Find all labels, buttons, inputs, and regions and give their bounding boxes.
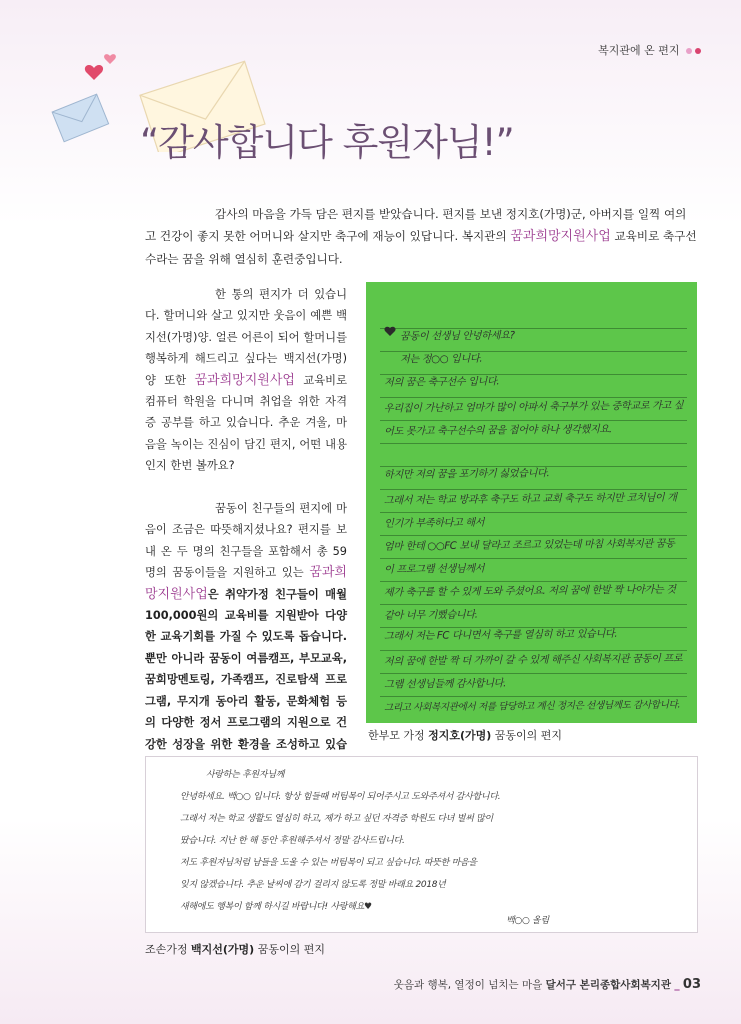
letter-caption: 조손가정 백지선(가명) 꿈동이의 편지	[145, 943, 325, 956]
letter-signature: 백○○ 올림	[506, 916, 549, 926]
letter-line: 그래서 저는 FC 다니면서 축구를 열심히 하고 있습니다.	[383, 628, 618, 643]
letter-line: 꿈동이 선생님 안녕하세요?	[399, 330, 515, 343]
letter-line: 그리고 사회복지관에서 저를 담당하고 계신 정지은 선생님께도 감사합니다.	[383, 699, 681, 714]
letter-line: 그래서 저는 학교 생활도 열심히 하고, 제가 하고 싶던 자격증 학원도 다녀 벌써 많이	[180, 814, 493, 824]
letter-line: 저는 정○○ 입니다.	[399, 353, 483, 366]
letter-line: 제가 축구를 할 수 있게 도와 주셨어요. 저의 꿈에 한발 짝 나아가는 것 같아 너무 기뻤습니다.	[383, 584, 676, 622]
letter-line: 우리집이 가난하고 엄마가 많이 아파서 축구부가 있는 중학교로 가고 싶어도 못가고 축구선수의 꿈을 접어야 하나 생각했지요.	[383, 400, 684, 438]
letter-line: 저도 후원자님처럼 남들을 도울 수 있는 버팀목이 되고 싶습니다. 따뜻한 마음을	[180, 858, 477, 868]
letter-line: 잊지 않겠습니다. 추운 날씨에 감기 걸리지 않도록 정말 바래요 2018년	[180, 880, 446, 890]
letter-line: 그래서 저는 학교 방과후 축구도 하고 교회 축구도 하지만 코치님이 개인기가 부족하다고 해서	[383, 492, 677, 530]
program-highlight: 꿈과희망지원사업	[510, 229, 611, 244]
letter-line: 저의 꿈은 축구선수 입니다.	[383, 376, 500, 389]
page-footer: 웃음과 행복, 열정이 넘치는 마을 달서구 본리종합사회복지관 _ 03	[393, 977, 701, 992]
letter-line: 땄습니다. 지난 한 해 동안 후원해주셔서 정말 감사드립니다.	[180, 836, 405, 846]
page-number: 03	[682, 977, 701, 992]
paragraph: 꿈동이 친구들의 편지에 마음이 조금은 따뜻해지셨나요? 편지를 보내 온 두 명의 친구들을 포함해서 총 59명의 꿈동이들을 지원하고 있는 꿈과희망지원사업은 취약가정 친구들이 매월 100,000원의 교육비를 지원받아 다양한 교육기회를 가질 수 있도록 돕습니다. 뿐만 아니라 꿈동이 여름캠프, 부모교육, 꿈희망멘토링, 가족캠프, 진로탐색 프로그램, 무지개 동아리 활동, 문화체험 등의 다양한 정서 프로그램의 지원으로 건강한 성장을 위한 환경을 조성하고 있습	[145, 502, 347, 751]
section-header	[598, 42, 701, 58]
dot-icon	[686, 48, 692, 54]
program-highlight: 꿈과희망지원사업	[145, 565, 347, 602]
letter-line: 하지만 저의 꿈을 포기하기 싫었습니다.	[383, 468, 550, 481]
org-name: 달서구 본리종합사회복지관	[545, 979, 671, 991]
letter-image-jiho	[366, 282, 697, 723]
letter-caption: 한부모 가정 정지호(가명) 꿈동이의 편지	[368, 729, 563, 742]
dot-icon	[695, 48, 701, 54]
intro-paragraph: 감사의 마음을 가득 담은 편지를 받았습니다. 편지를 보낸 정지호(가명)군, 아버지를 일찍 여의고 건강이 좋지 못한 어머니와 살지만 축구에 재능이 있답니다. 복지관의 꿈과희망지원사업 교육비로 축구선수라는 꿈을 위해 열심히 훈련중입니다.	[145, 207, 697, 266]
section-label: 복지관에 온 편지	[598, 44, 680, 57]
letter-line: 엄마 한테 ○○FC 보내 달라고 조르고 있었는데 마침 사회복지관 꿈동이 프로그램 선생님께서	[383, 538, 675, 576]
program-highlight: 꿈과희망지원사업	[194, 372, 295, 388]
heart-icon	[384, 326, 396, 337]
letter-line: 새해에도 행복이 함께 하시길 바랍니다! 사랑해요♥	[180, 902, 372, 912]
letter-line: 저의 꿈에 한발 짝 더 가까이 갈 수 있게 해주신 사회복지관 꿈동이 프로그램 선생님들께 감사합니다.	[383, 653, 683, 691]
paragraph: 한 통의 편지가 더 있습니다. 할머니와 살고 있지만 웃음이 예쁜 백지선(가명)양. 얼른 어른이 되어 할머니를 행복하게 해드리고 싶다는 백지선(가명)양 또한 꿈과희망지원사업 교육비로 컴퓨터 학원을 다니며 취업을 위한 자격증 공부를 하고 있습니다. 추운 겨울, 마음을 녹이는 진심이 담긴 편지, 어떤 내용인지 한번 볼까요?	[145, 288, 347, 473]
page-title: “감사합니다 후원자님!”	[140, 121, 514, 164]
letter-line: 안녕하세요. 백○○ 입니다. 항상 힘들때 버팀목이 되어주시고 도와주셔서 감사합니다.	[180, 792, 501, 802]
letter-image-jiseon	[145, 756, 698, 933]
body-column	[145, 284, 347, 798]
letter-line: 사랑하는 후원자님께	[206, 770, 285, 780]
